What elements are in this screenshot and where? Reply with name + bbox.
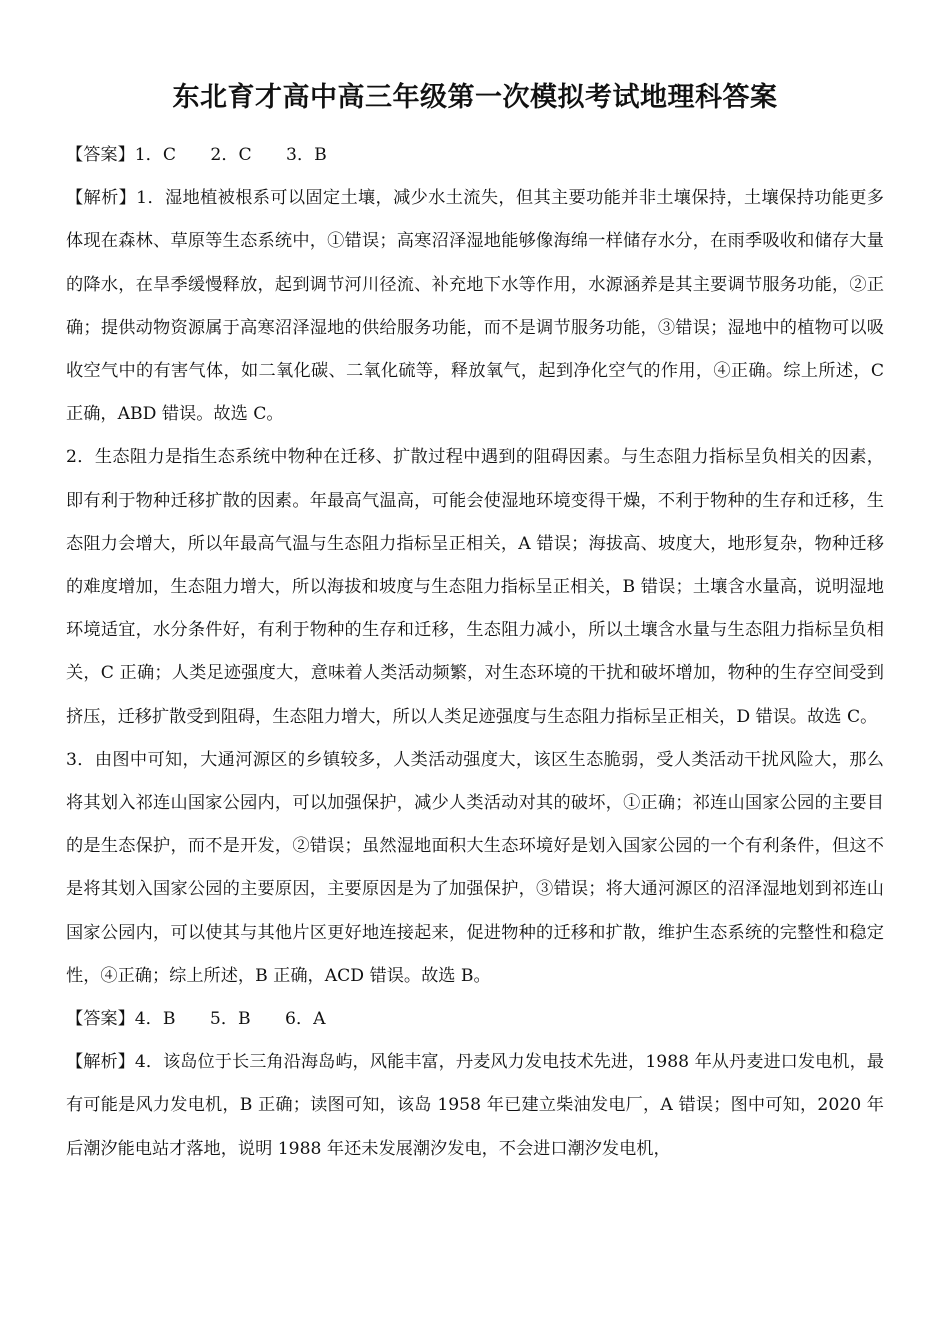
answer-line: 【答案】1．C 2．C 3．B (66, 145, 327, 165)
answer-line: 【答案】4．B 5．B 6．A (66, 1009, 326, 1030)
explanation-paragraph: 【解析】4．该岛位于长三角沿海岛屿，风能丰富，丹麦风力发电技术先进，1988 年从丹麦进口发电机，最有可能是风力发电机，B 正确；读图可知，该岛 1958 年已建立柴油发电厂，A 错误；图中可知，2020 年后潮汐能电站才落地，说明 1988 年还未发展潮汐发电，不会进口潮汐发电机， (66, 1052, 884, 1159)
page-title: 东北育才高中高三年级第一次模拟考试地理科答案 (172, 82, 778, 113)
answer-section-1 (66, 134, 884, 998)
explanation-paragraph: 【解析】1．湿地植被根系可以固定土壤，减少水土流失，但其主要功能并非土壤保持，土壤保持功能更多体现在森林、草原等生态系统中，①错误；高寒沼泽湿地能够像海绵一样储存水分，在雨季吸收和储存大量的降水，在旱季缓慢释放，起到调节河川径流、补充地下水等作用，水源涵养是其主要调节服务功能，②正确；提供动物资源属于高寒沼泽湿地的供给服务功能，而不是调节服务功能，③错误；湿地中的植物可以吸收空气中的有害气体，如二氧化碳、二氧化硫等，释放氧气，起到净化空气的作用，④正确。综上所述，C 正确，ABD 错误。故选 C。 (66, 188, 884, 425)
explanation-paragraph: 3．由图中可知，大通河源区的乡镇较多，人类活动强度大，该区生态脆弱，受人类活动干扰风险大，那么将其划入祁连山国家公园内，可以加强保护，减少人类活动对其的破坏，①正确；祁连山国家公园的主要目的是生态保护，而不是开发，②错误；虽然湿地面积大生态环境好是划入国家公园的一个有利条件，但这不是将其划入国家公园的主要原因，主要原因是为了加强保护，③错误；将大通河源区的沼泽湿地划到祁连山国家公园内，可以使其与其他片区更好地连接起来，促进物种的迁移和扩散，维护生态系统的完整性和稳定性，④正确；综上所述，B 正确，ACD 错误。故选 B。 (66, 749, 884, 986)
explanation-paragraph: 2．生态阻力是指生态系统中物种在迁移、扩散过程中遇到的阻碍因素。与生态阻力指标呈负相关的因素，即有利于物种迁移扩散的因素。年最高气温高，可能会使湿地环境变得干燥，不利于物种的生存和迁移，生态阻力会增大，所以年最高气温与生态阻力指标呈正相关，A 错误；海拔高、坡度大，地形复杂，物种迁移的难度增加，生态阻力增大，所以海拔和坡度与生态阻力指标呈正相关，B 错误；土壤含水量高，说明湿地环境适宜，水分条件好，有利于物种的生存和迁移，生态阻力减小，所以土壤含水量与生态阻力指标呈负相关，C 正确；人类足迹强度大，意味着人类活动频繁，对生态环境的干扰和破坏增加，物种的生存空间受到挤压，迁移扩散受到阻碍，生态阻力增大，所以人类足迹强度与生态阻力指标呈正相关，D 错误。故选 C。 (66, 447, 884, 727)
answer-section-2 (66, 998, 884, 1171)
